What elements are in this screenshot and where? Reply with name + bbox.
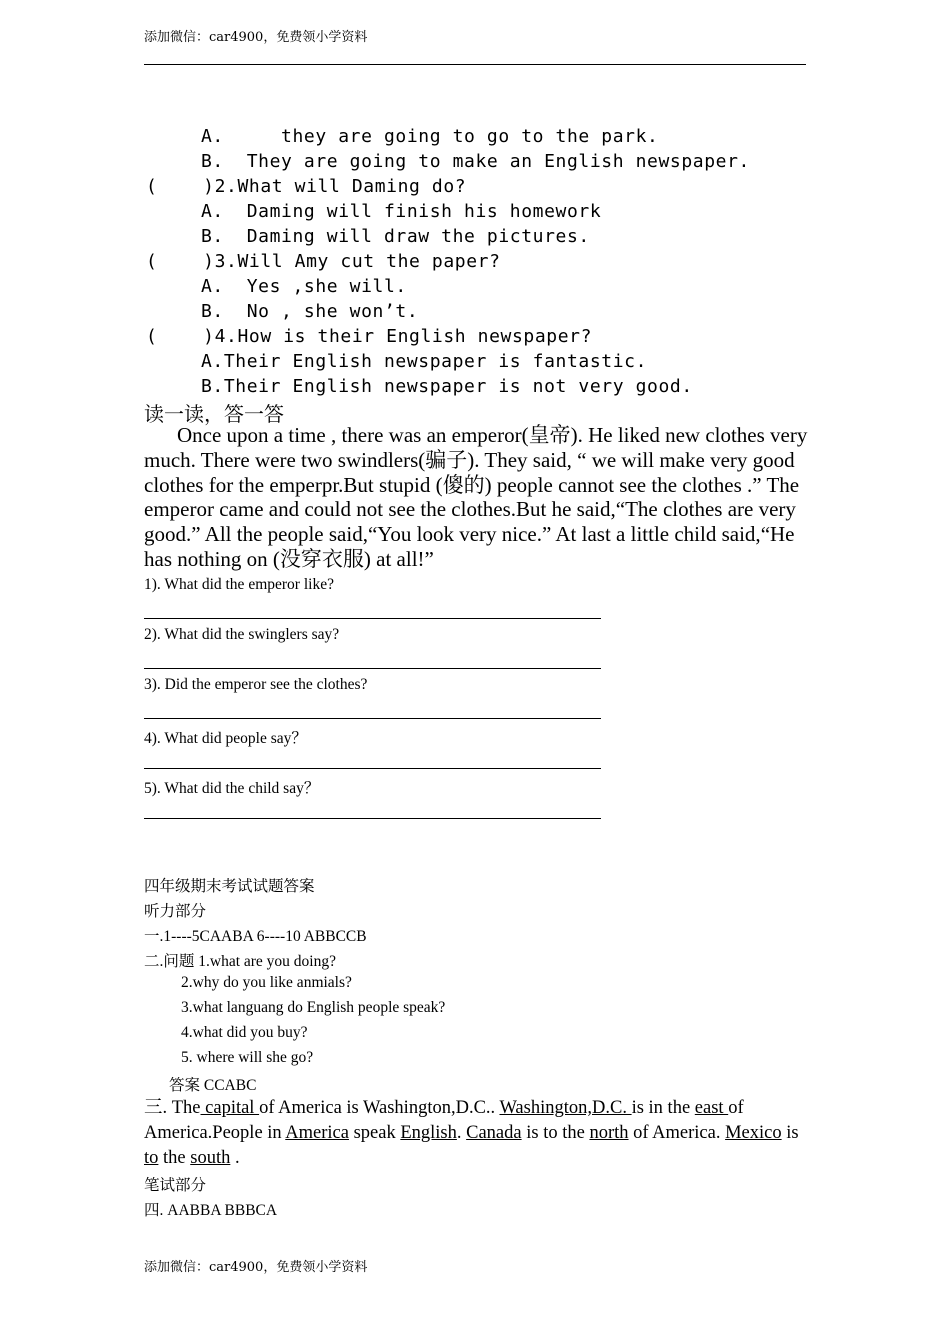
part3-blank-canada: Canada bbox=[466, 1123, 522, 1143]
q4-stem: ( )4.How is their English newspaper? bbox=[146, 326, 593, 347]
header-divider bbox=[144, 64, 806, 65]
q1-option-a: A. they are going to go to the park. bbox=[201, 126, 659, 147]
part3-text: the bbox=[158, 1148, 191, 1168]
story-text-2: ). He liked new clothes very much. There were two swindlers( bbox=[144, 423, 808, 472]
part3-text: . bbox=[456, 1123, 467, 1143]
answers-part-1: 一.1----5CAABA 6----10 ABBCCB bbox=[144, 928, 367, 945]
part3-blank-south: south bbox=[190, 1148, 231, 1168]
reading-question-4: 4). What did people say？ bbox=[144, 730, 307, 747]
answers-part-3 bbox=[144, 1096, 812, 1171]
part3-text: of America is Washington,D.C.. bbox=[259, 1098, 500, 1118]
reading-question-5: 5). What did the child say？ bbox=[144, 780, 320, 797]
answers-part-2-item: 5. where will she go? bbox=[181, 1049, 314, 1066]
story-text-3: ). They said, “ we will make very good clothes for the emperpr.But stupid ( bbox=[144, 447, 795, 497]
part3-blank-washington: Washington,D.C. bbox=[499, 1098, 632, 1118]
part3-blank-east: east bbox=[694, 1098, 729, 1118]
q4-option-b: B.Their English newspaper is not very good. bbox=[201, 376, 693, 397]
q2-stem: ( )2.What will Daming do? bbox=[146, 176, 467, 197]
answers-part-2-key: 答案 CCABC bbox=[169, 1077, 257, 1094]
part3-blank-america: America bbox=[285, 1123, 349, 1143]
story-text-7: “He has nothing on ( bbox=[144, 522, 795, 571]
answer-line-2[interactable] bbox=[144, 668, 601, 669]
answers-part-2-label: 二.问题 1.what are you doing? bbox=[144, 953, 336, 970]
q3-stem: ( )3.Will Amy cut the paper? bbox=[146, 251, 501, 272]
q3-option-b: B. No , she won’t. bbox=[201, 301, 419, 322]
story-gloss-stupid: 傻的 bbox=[442, 472, 485, 497]
answers-part-4: 四. AABBA BBBCA bbox=[144, 1202, 278, 1219]
story-gloss-nothing-on: 没穿衣服 bbox=[279, 546, 364, 571]
answer-line-1[interactable] bbox=[144, 618, 601, 619]
story-text-4: ) people cannot see the clothes .” The emperor came and could not see the clothes.But he said, bbox=[144, 472, 800, 522]
written-part-title: 笔试部分 bbox=[144, 1177, 207, 1194]
story-text-6: “You look very nice.” At last a little child said, bbox=[367, 522, 761, 547]
part3-text: is to the bbox=[521, 1123, 590, 1143]
story-text-1: Once upon a time , there was an emperor( bbox=[177, 423, 529, 447]
reading-passage bbox=[144, 423, 810, 572]
q3-option-a: A. Yes ,she will. bbox=[201, 276, 407, 297]
story-gloss-emperor: 皇帝 bbox=[528, 423, 571, 447]
part3-text: is bbox=[781, 1123, 799, 1143]
part3-text: . bbox=[230, 1148, 240, 1168]
part3-text: is in the bbox=[631, 1098, 695, 1118]
page-footer: 添加微信：car4900，免费领小学资料 bbox=[144, 1260, 368, 1275]
part3-blank-mexico: Mexico bbox=[725, 1123, 782, 1143]
part3-text: of America. bbox=[628, 1123, 726, 1143]
reading-question-1: 1). What did the emperor like? bbox=[144, 576, 334, 593]
story-text-8: ) at all!” bbox=[363, 546, 434, 571]
part3-text: 三. The bbox=[144, 1098, 201, 1118]
story-paragraph bbox=[144, 423, 810, 572]
answers-part-2-item: 2.why do you like anmials? bbox=[181, 974, 352, 991]
part3-blank-capital: capital bbox=[200, 1098, 260, 1118]
answer-line-3[interactable] bbox=[144, 718, 601, 719]
part3-blank-english: English bbox=[400, 1123, 457, 1143]
part3-text: of America.People in bbox=[144, 1098, 744, 1143]
reading-title: 读一读，答一答 bbox=[144, 402, 284, 426]
answer-line-4[interactable] bbox=[144, 768, 601, 769]
part3-text: speak bbox=[348, 1123, 401, 1143]
page-header: 添加微信：car4900，免费领小学资料 bbox=[144, 30, 368, 45]
q4-option-a: A.Their English newspaper is fantastic. bbox=[201, 351, 648, 372]
answers-part-2-item: 4.what did you buy? bbox=[181, 1024, 308, 1041]
story-text-5: “The clothes are very good.” All the people said, bbox=[144, 497, 796, 547]
part3-blank-to: to bbox=[144, 1148, 159, 1168]
q2-option-a: A. Daming will finish his homework bbox=[201, 201, 602, 222]
listening-part-title: 听力部分 bbox=[144, 903, 207, 920]
part3-blank-north: north bbox=[589, 1123, 629, 1143]
answer-line-5[interactable] bbox=[144, 818, 601, 819]
reading-question-3: 3). Did the emperor see the clothes? bbox=[144, 676, 368, 693]
story-gloss-swindlers: 骗子 bbox=[425, 447, 468, 472]
reading-question-2: 2). What did the swinglers say? bbox=[144, 626, 340, 643]
q1-option-b: B. They are going to make an English newspaper. bbox=[201, 151, 750, 172]
q2-option-b: B. Daming will draw the pictures. bbox=[201, 226, 590, 247]
answers-title: 四年级期末考试试题答案 bbox=[144, 878, 315, 895]
answers-part-2-item: 3.what languang do English people speak? bbox=[181, 999, 446, 1016]
